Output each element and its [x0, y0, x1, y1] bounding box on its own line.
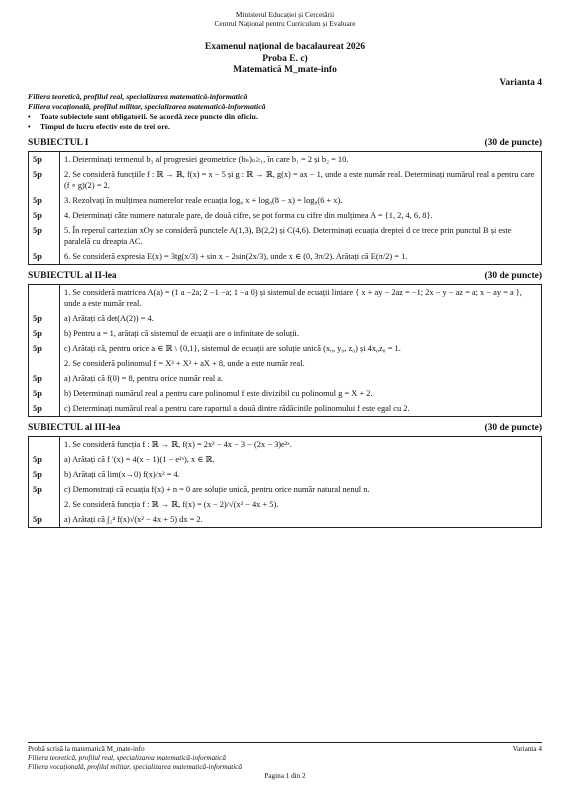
section-3-title: SUBIECTUL al III-lea: [28, 422, 121, 433]
footer-track-1: Filiera teoretică, profilul real, specializarea matematică-informatică: [28, 754, 226, 762]
section-1-table: [28, 151, 542, 265]
section-3-item-row: [29, 467, 542, 482]
section-3-item-row: [29, 497, 542, 512]
question-text: c) Arătați că, pentru orice a ∈ ℝ \ {0,1}, sistemul de ecuații are soluție unică (x₀, y₀, z₀) și 4x₀z₀ = 1.: [60, 341, 542, 356]
question-text: a) Arătați că ∫₂⁴ f(x)√(x² − 4x + 5) dx = 2.: [60, 512, 542, 528]
question-text: 3. Rezolvați în mulțimea numerelor reale ecuația log₈ x + log₈(8 − x) = log₈(6 + x).: [60, 193, 542, 208]
variant-label: Varianta 4: [499, 77, 542, 88]
section-2-title: SUBIECTUL al II-lea: [28, 270, 117, 281]
section-2-item-row: [29, 341, 542, 356]
section-3-table: [28, 436, 542, 528]
institution-header: [28, 10, 542, 28]
points-cell: [29, 356, 60, 371]
section-3-item-row: [29, 436, 542, 452]
points-cell: 5p: [29, 167, 60, 193]
question-text: a) Arătați că f ′(x) = 4(x − 1)(1 − e²ˣ), x ∈ ℝ.: [60, 452, 542, 467]
section-3-item-row: [29, 512, 542, 528]
page-number: Pagina 1 din 2: [264, 772, 306, 780]
section-3-header: [28, 423, 542, 433]
question-text: c) Demonstrați că ecuația f(x) + n = 0 are soluție unică, pentru orice număr natural nenul n.: [60, 482, 542, 497]
question-text: 2. Se consideră funcția f : ℝ → ℝ, f(x) = (x − 2)/√(x² − 4x + 5).: [60, 497, 542, 512]
footer-track-2: Filiera vocațională, profilul militar, specializarea matematică-informatică: [28, 763, 243, 771]
question-text: 1. Se consideră funcția f : ℝ → ℝ, f(x) = 2x² − 4x − 3 − (2x − 3)e²ˣ.: [60, 436, 542, 452]
exam-title: Examenul național de bacalaureat 2026: [204, 42, 366, 52]
section-3-item-row: [29, 482, 542, 497]
question-text: b) Pentru a = 1, arătați că sistemul de ecuații are o infinitate de soluții.: [60, 326, 542, 341]
track-line-2: Filiera vocațională, profilul militar, specializarea matematică-informatică: [28, 101, 266, 111]
section-1-item-row: [29, 223, 542, 249]
section-3-item-row: [29, 452, 542, 467]
exam-page: [28, 0, 542, 800]
points-cell: 5p: [29, 482, 60, 497]
section-1-header: [28, 138, 542, 148]
exam-subject: Matematică M_mate-info: [233, 65, 337, 75]
section-1-title: SUBIECTUL I: [28, 137, 89, 148]
question-text: b) Determinați numărul real a pentru care polinomul f este divizibil cu polinomul g = X + 2.: [60, 386, 542, 401]
section-3-points: (30 de puncte): [484, 422, 542, 433]
question-text: a) Arătați că f(0) = 8, pentru orice număr real a.: [60, 371, 542, 386]
question-text: b) Arătați că lim(x→0) f(x)/x² = 4.: [60, 467, 542, 482]
footer-variant: Varianta 4: [512, 745, 542, 753]
section-2-item-row: [29, 356, 542, 371]
question-text: a) Arătați că det(A(2)) = 4.: [60, 311, 542, 326]
points-cell: 5p: [29, 249, 60, 265]
section-2-item-row: [29, 311, 542, 326]
question-text: 5. În reperul cartezian xOy se consideră punctele A(1,3), B(2,2) și C(4,6). Determinați ecuația dreptei d ce trece prin punctul B și este paralelă cu dreapta AC.: [60, 223, 542, 249]
section-2-item-row: [29, 326, 542, 341]
page-footer: [28, 742, 542, 781]
ministry-name: Ministerul Educației și Cercetării: [235, 10, 335, 19]
points-cell: 5p: [29, 386, 60, 401]
section-1-points: (30 de puncte): [484, 137, 542, 148]
points-cell: 5p: [29, 341, 60, 356]
section-2-item-row: [29, 401, 542, 417]
section-1-item-row: [29, 208, 542, 223]
section-2-item-row: [29, 386, 542, 401]
section-1-item-row: [29, 151, 542, 167]
points-cell: 5p: [29, 401, 60, 417]
section-2-item-row: [29, 371, 542, 386]
exam-header: [28, 42, 542, 77]
question-text: 2. Se consideră polinomul f = X³ + X² + aX + 8, unde a este număr real.: [60, 356, 542, 371]
points-cell: 5p: [29, 193, 60, 208]
points-cell: 5p: [29, 467, 60, 482]
instruction-1: • Toate subiectele sunt obligatorii. Se acordă zece puncte din oficiu.: [28, 112, 542, 122]
section-2-item-row: [29, 284, 542, 311]
section-1-item-row: [29, 249, 542, 265]
exam-instructions: [28, 92, 542, 132]
points-cell: [29, 284, 60, 311]
points-cell: 5p: [29, 151, 60, 167]
track-line-1: Filiera teoretică, profilul real, specializarea matematică-informatică: [28, 91, 248, 101]
points-cell: [29, 436, 60, 452]
points-cell: 5p: [29, 326, 60, 341]
section-1-item-row: [29, 167, 542, 193]
section-2-points: (30 de puncte): [484, 270, 542, 281]
points-cell: 5p: [29, 452, 60, 467]
instruction-2: • Timpul de lucru efectiv este de trei ore.: [28, 122, 542, 132]
points-cell: 5p: [29, 371, 60, 386]
points-cell: 5p: [29, 223, 60, 249]
question-text: 4. Determinați câte numere naturale pare, de două cifre, se pot forma cu cifre din mulțimea A = {1, 2, 4, 6, 8}.: [60, 208, 542, 223]
question-text: 6. Se consideră expresia E(x) = 3tg(x/3) + sin x − 2sin(2x/3), unde x ∈ (0, 3π/2). Arătați că E(π/2) = 1.: [60, 249, 542, 265]
footer-exam: Probă scrisă la matematică M_mate-info: [28, 745, 145, 753]
points-cell: [29, 497, 60, 512]
question-text: c) Determinați numărul real a pentru care raportul a două dintre rădăcinile polinomului f este egal cu 2.: [60, 401, 542, 417]
section-2-header: [28, 271, 542, 281]
points-cell: 5p: [29, 311, 60, 326]
question-text: 1. Determinați termenul b₃ al progresiei geometrice (bₙ)ₙ≥₁, în care b₁ = 2 și b₂ = 10.: [60, 151, 542, 167]
exam-test: Proba E. c): [262, 53, 308, 64]
points-cell: 5p: [29, 208, 60, 223]
section-1-item-row: [29, 193, 542, 208]
question-text: 2. Se consideră funcțiile f : ℝ → ℝ, f(x) = x − 5 și g : ℝ → ℝ, g(x) = ax − 1, unde a este număr real. Determinați numărul real a pentru care (f ∘ g)(2) = 2.: [60, 167, 542, 193]
points-cell: 5p: [29, 512, 60, 528]
section-2-table: [28, 284, 542, 417]
question-text: 1. Se consideră matricea A(a) = (1 a −2a; 2 −1 −a; 1 −a 0) și sistemul de ecuații liniare { x + ay − 2az = −1; 2x − y − az = a; x − ay = a }, unde a este număr real.: [60, 284, 542, 311]
center-name: Centrul Național pentru Curriculum și Evaluare: [214, 19, 356, 28]
